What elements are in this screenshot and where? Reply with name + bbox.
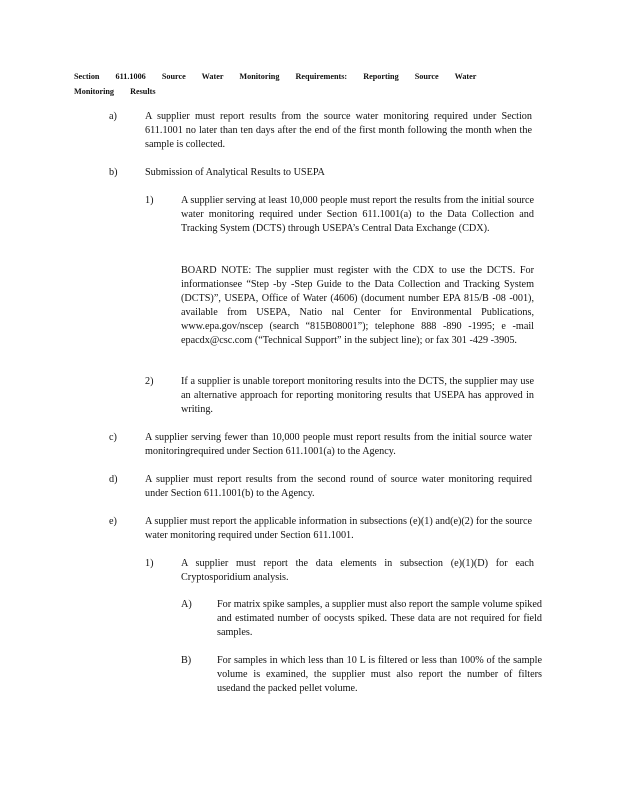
item-d-label: d) bbox=[109, 474, 118, 485]
item-b1-label: 1) bbox=[145, 195, 154, 206]
item-e1B-text: For samples in which less than 10 L is filtered or less than 100% of the sample volume is examined, the supplier must also report the number of filters usedand the packed pellet volume. bbox=[217, 655, 542, 694]
item-e1-label: 1) bbox=[145, 558, 154, 569]
section-heading: Section 611.1006 Source Water Monitoring Requirements: Reporting Source Water Monitoring Results bbox=[74, 72, 477, 96]
item-e1A-text: For matrix spike samples, a supplier must also report the sample volume spiked and estimated number of oocysts spiked. These data are not required for field samples. bbox=[217, 599, 542, 638]
item-c-text: A supplier serving fewer than 10,000 people must report results from the initial source water monitoringrequired under Section 611.1001(a) to the Agency. bbox=[145, 432, 532, 457]
item-e-label: e) bbox=[109, 516, 117, 527]
item-b2-text: If a supplier is unable toreport monitoring results into the DCTS, the supplier may use an alternative approach for reporting monitoring results that USEPA has approved in writing. bbox=[181, 376, 534, 415]
item-b-label: b) bbox=[109, 167, 118, 178]
item-b1-text: A supplier serving at least 10,000 people must report the results from the initial source water monitoring required under Section 611.1001(a) to the Data Collection and Tracking System (DCTS) through USEPA’s Central Data Exchange (CDX). bbox=[181, 195, 534, 234]
item-e1A-label: A) bbox=[181, 599, 192, 610]
item-b-text: Submission of Analytical Results to USEPA bbox=[145, 167, 325, 178]
board-note: BOARD NOTE: The supplier must register with the CDX to use the DCTS. For informationsee “Step -by -Step Guide to the Data Collection and Tracking System (DCTS)”, USEPA, Office of Water (4606) (document number EPA 815/B -08 -001), available from USEPA, Natio nal Center for Environmental Publications, www.epa.gov/nscep (search “815B08001”); telephone 888 -890 -1995; e -mail epacdx@csc.com (“Technical Support” in the subject line); or fax 301 -429 -3905. bbox=[181, 265, 534, 346]
item-d-text: A supplier must report results from the second round of source water monitoring required under Section 611.1001(b) to the Agency. bbox=[145, 474, 532, 499]
item-c-label: c) bbox=[109, 432, 117, 443]
item-e1B-label: B) bbox=[181, 655, 192, 666]
item-a-label: a) bbox=[109, 111, 117, 122]
item-a-text: A supplier must report results from the source water monitoring required under Section 611.1001 no later than ten days after the end of the first month following the month when the sample is collected. bbox=[145, 111, 532, 150]
item-e1-text: A supplier must report the data elements in subsection (e)(1)(D) for each Cryptosporidium analysis. bbox=[181, 558, 534, 583]
item-e-text: A supplier must report the applicable information in subsections (e)(1) and(e)(2) for the source water monitoring required under Section 611.1001. bbox=[145, 516, 532, 541]
item-b2-label: 2) bbox=[145, 376, 154, 387]
